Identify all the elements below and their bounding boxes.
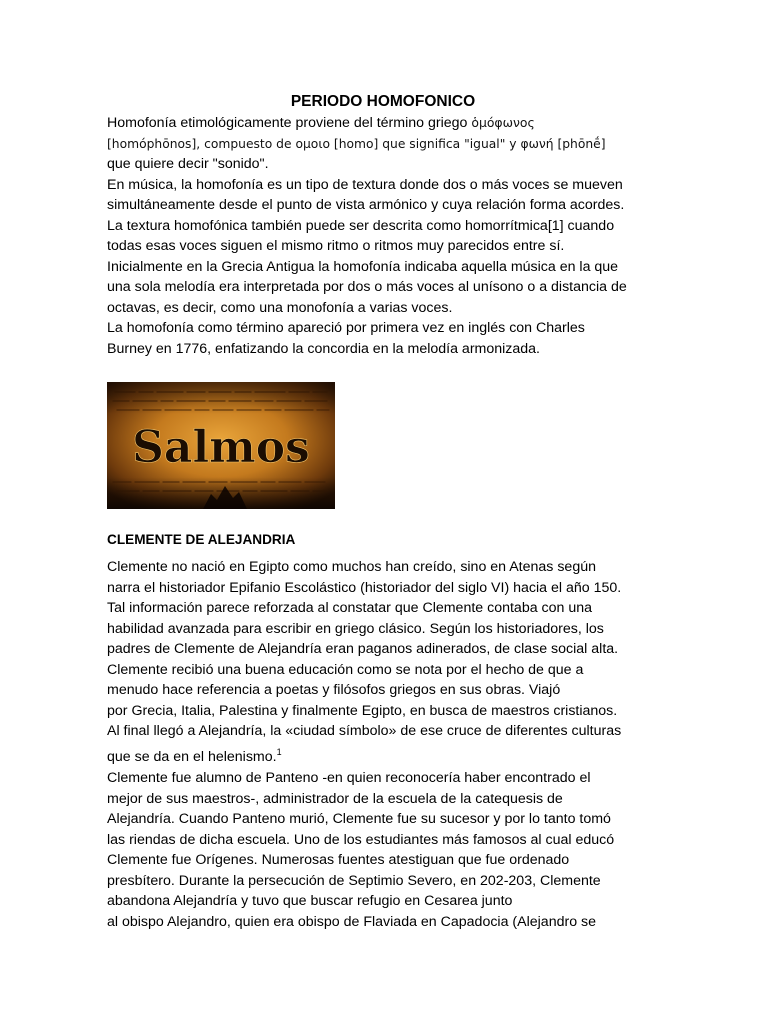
text-line: La textura homofónica también puede ser descrita como homorrítmica[1] cuando xyxy=(107,217,615,234)
text-line: narra el historiador Epifanio Escolástico (historiador del siglo VI) hacia el año 150. xyxy=(107,579,622,596)
text-line: una sola melodía era interpretada por dos o más voces al unísono o a distancia de xyxy=(107,279,627,295)
text-line: [homóphōnos], compuesto de ομοιο [homo] que significa "igual" y φωνή [phōnḗ] xyxy=(107,136,606,151)
text-line: octavas, es decir, como una monofonía a varias voces. xyxy=(107,299,453,316)
image-caption-word: Salmos xyxy=(132,422,310,473)
text-line: Alejandría. Cuando Panteno murió, Clemente fue su sucesor y por lo tanto tomó xyxy=(107,811,611,827)
body-paragraph-1 xyxy=(107,557,667,765)
greek-term: ὁμόφωνος xyxy=(471,115,535,130)
section-heading: CLEMENTE DE ALEJANDRIA xyxy=(107,532,296,547)
text-line xyxy=(107,113,667,134)
text-line xyxy=(107,742,667,763)
salmos-illustration xyxy=(107,382,335,509)
text-line: que quiere decir "sonido". xyxy=(107,156,269,172)
text-line: padres de Clemente de Alejandría eran paganos adinerados, de clase social alta. xyxy=(107,641,619,657)
text-line: Clemente no nació en Egipto como muchos han creído, sino en Atenas según xyxy=(107,559,596,575)
text-span: que se da en el helenismo. xyxy=(107,748,277,765)
text-line: Burney en 1776, enfatizando la concordia en la melodía armonizada. xyxy=(107,340,541,357)
footnote-marker: 1 xyxy=(276,746,282,757)
intro-paragraph xyxy=(107,113,667,359)
text-line: habilidad avanzada para escribir en griego clásico. Según los historiadores, los xyxy=(107,620,604,637)
text-span: Homofonía etimológicamente proviene del término griego xyxy=(107,115,472,131)
text-line: La homofonía como término apareció por primera vez en inglés con Charles xyxy=(107,320,585,336)
text-line: En música, la homofonía es un tipo de textura donde dos o más voces se mueven xyxy=(107,176,623,193)
text-line: presbítero. Durante la persecución de Septimio Severo, en 202-203, Clemente xyxy=(107,872,601,889)
text-line: simultáneamente desde el punto de vista armónico y cuya relación forma acordes. xyxy=(107,197,625,213)
text-line: menudo hace referencia a poetas y filósofos griegos en sus obras. Viajó xyxy=(107,682,561,698)
text-line: Clemente recibió una buena educación como se nota por el hecho de que a xyxy=(107,661,584,678)
page-title: PERIODO HOMOFONICO xyxy=(290,93,476,110)
text-line: Al final llegó a Alejandría, la «ciudad símbolo» de ese cruce de diferentes culturas xyxy=(107,723,622,739)
text-line: Tal información parece reforzada al constatar que Clemente contaba con una xyxy=(107,600,593,616)
text-line: Clemente fue alumno de Panteno -en quien reconocería haber encontrado el xyxy=(107,770,591,786)
body-paragraph-2 xyxy=(107,768,667,932)
text-line: Clemente fue Orígenes. Numerosas fuentes atestiguan que fue ordenado xyxy=(107,852,570,868)
salmos-image xyxy=(107,382,335,509)
text-line: todas esas voces siguen el mismo ritmo o ritmos muy parecidos entre sí. xyxy=(107,238,565,254)
text-line: abandona Alejandría y tuvo que buscar refugio en Cesarea junto xyxy=(107,893,513,909)
text-line: al obispo Alejandro, quien era obispo de Flaviada en Capadocia (Alejandro se xyxy=(107,913,597,930)
text-line: las riendas de dicha escuela. Uno de los estudiantes más famosos al cual educó xyxy=(107,831,615,848)
text-line: mejor de sus maestros-, administrador de la escuela de la catequesis de xyxy=(107,790,563,807)
text-line: por Grecia, Italia, Palestina y finalmente Egipto, en busca de maestros cristianos. xyxy=(107,702,618,719)
text-line: Inicialmente en la Grecia Antigua la homofonía indicaba aquella música en la que xyxy=(107,258,619,275)
